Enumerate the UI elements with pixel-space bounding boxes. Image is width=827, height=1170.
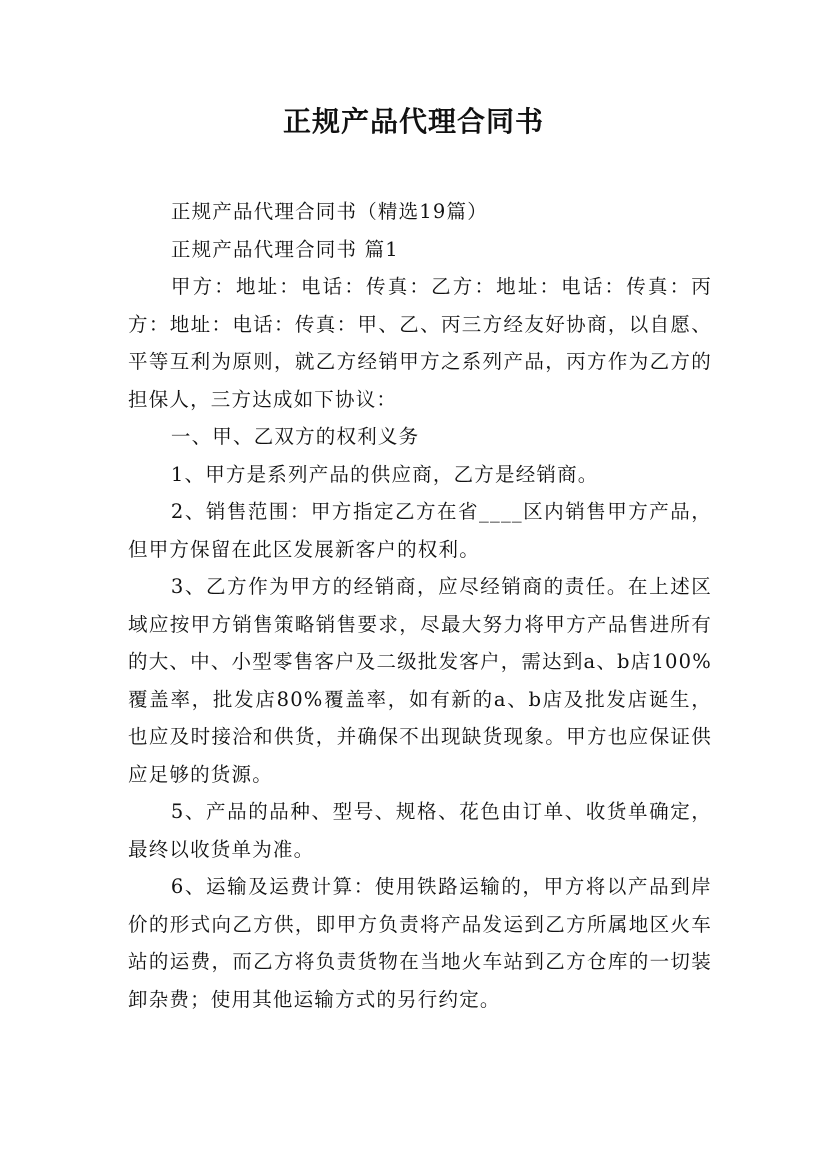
paragraph-section-heading: 正规产品代理合同书 篇1 xyxy=(170,237,399,261)
paragraph-rights-heading: 一、甲、乙双方的权利义务 xyxy=(170,425,420,448)
paragraph-clause-5: 5、产品的品种、型号、规格、花色由订单、收货单确定，最终以收货单为准。 xyxy=(128,800,712,861)
paragraph-clause-6: 6、运输及运费计算：使用铁路运输的，甲方将以产品到岸价的形式向乙方供，即甲方负责将产品发运到乙方所属地区火车站的运费，而乙方将负责货物在当地火车站到乙方仓库的一切装卸杂费；使用其他运输方式的另行约定。 xyxy=(128,875,712,1011)
document-title: 正规产品代理合同书 xyxy=(282,105,544,138)
paragraph-clause-1: 1、甲方是系列产品的供应商，乙方是经销商。 xyxy=(170,462,599,486)
document-body xyxy=(128,193,712,1018)
paragraph-clause-3: 3、乙方作为甲方的经销商，应尽经销商的责任。在上述区域应按甲方销售策略销售要求，尽最大努力将甲方产品售进所有的大、中、小型零售客户及二级批发客户，需达到a、b店100%覆盖率，批发店80%覆盖率，如有新的a、b店及批发店诞生，也应及时接洽和供货，并确保不出现缺货现象。甲方也应保证供应足够的货源。 xyxy=(128,575,712,786)
paragraph-clause-2: 2、销售范围：甲方指定乙方在省____区内销售甲方产品，但甲方保留在此区发展新客户的权利。 xyxy=(128,500,712,561)
paragraph-parties: 甲方：地址：电话：传真：乙方：地址：电话：传真：丙方：地址：电话：传真：甲、乙、丙三方经友好协商，以自愿、平等互利为原则，就乙方经销甲方之系列产品，丙方作为乙方的担保人，三方达成如下协议： xyxy=(128,275,712,411)
paragraph-subtitle: 正规产品代理合同书（精选19篇） xyxy=(170,200,488,223)
